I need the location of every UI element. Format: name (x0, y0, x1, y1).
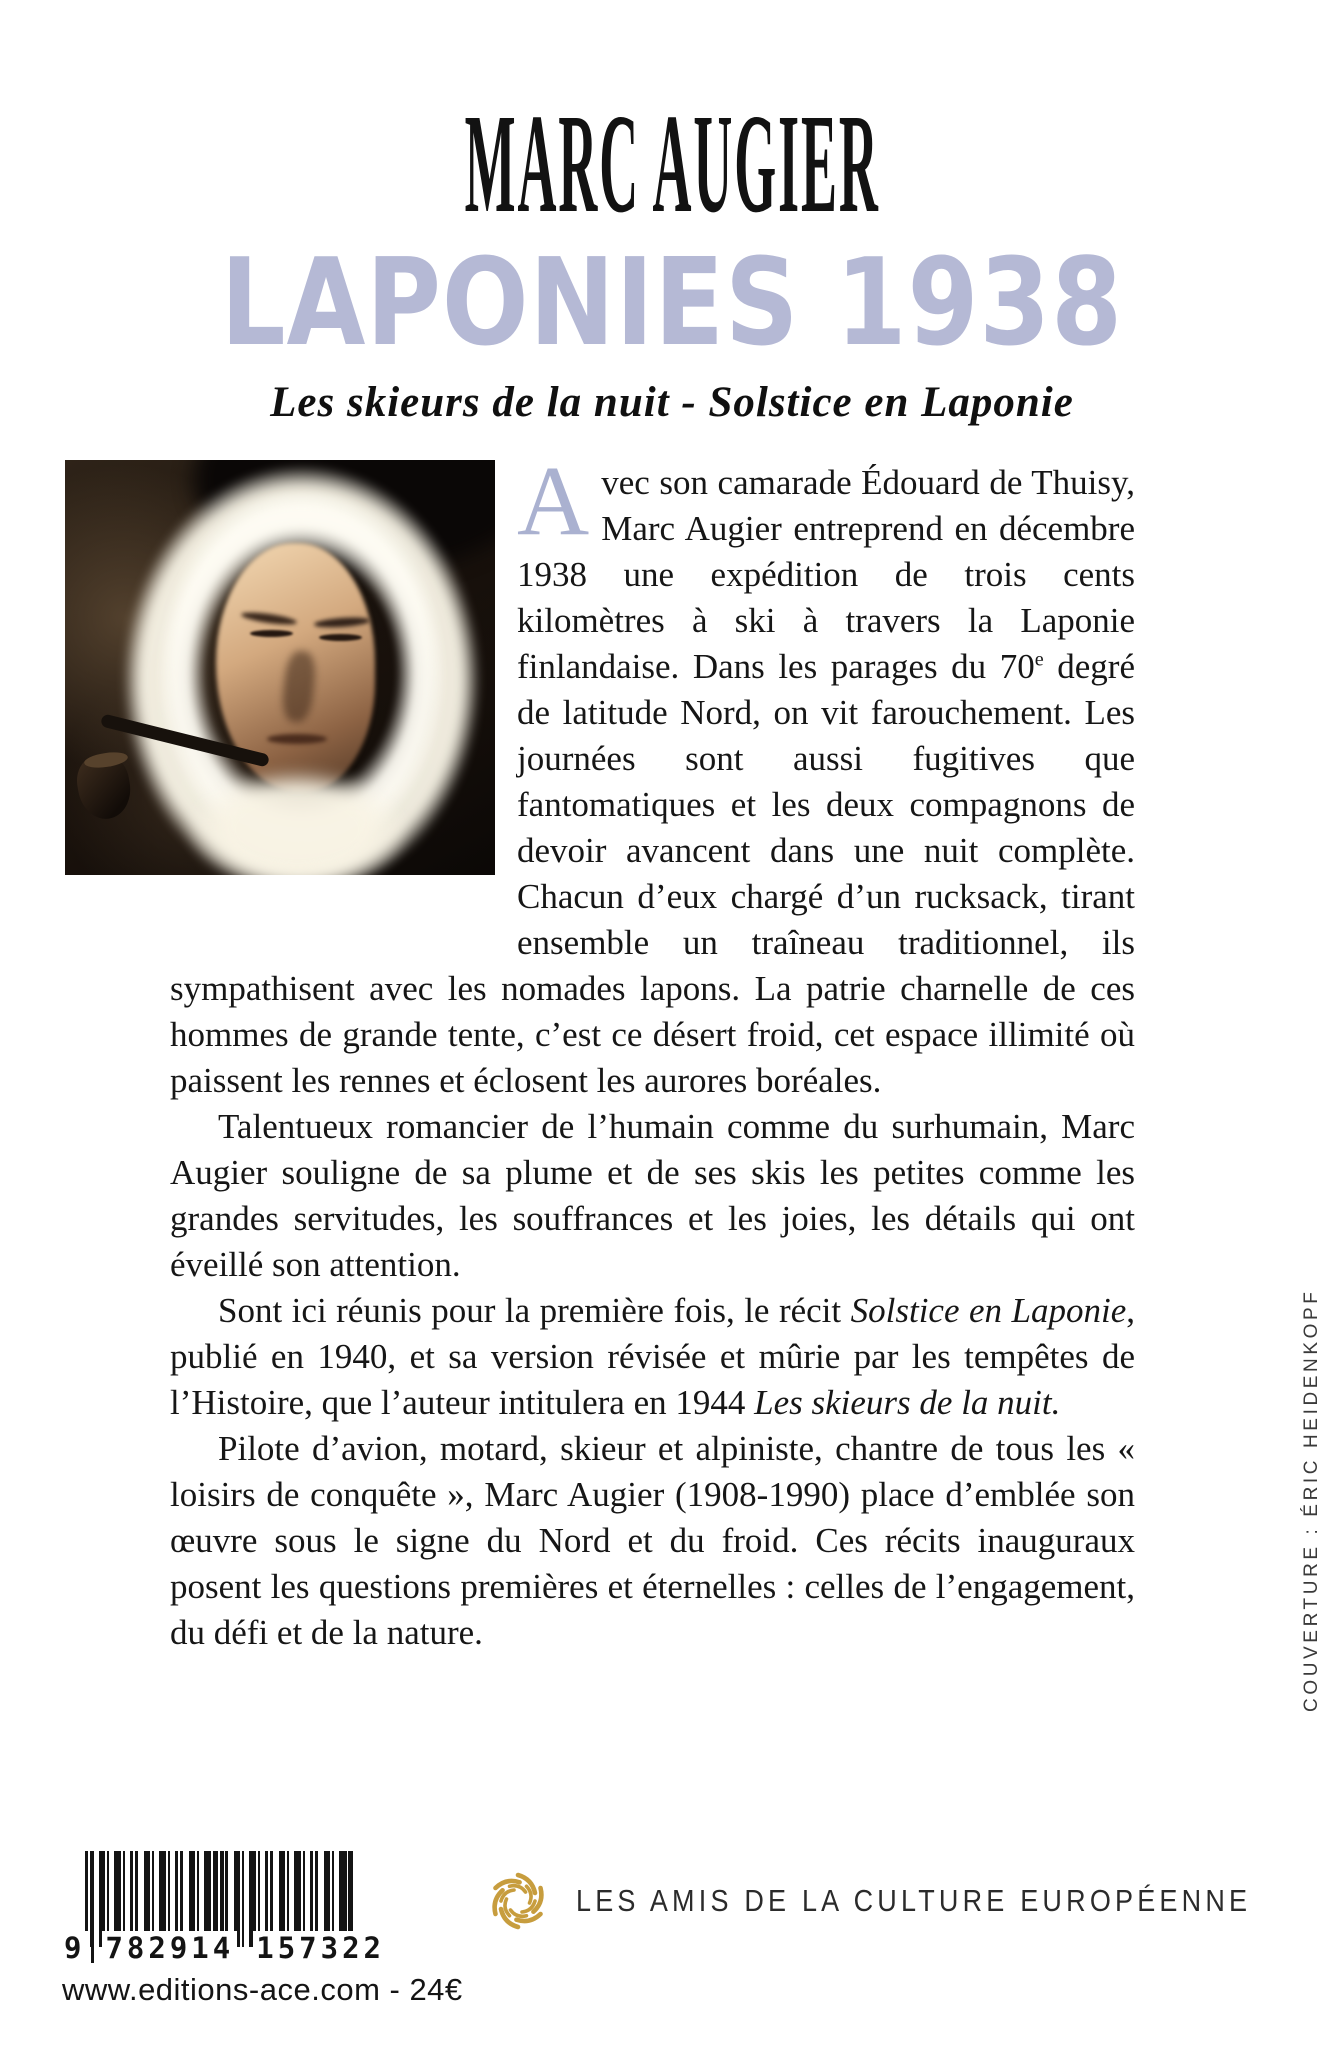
author-name (0, 84, 1344, 242)
publisher-swirl-logo (486, 1868, 550, 1934)
isbn-barcode (64, 1851, 385, 1965)
paragraph-text: vec son camarade Édouard de Thuisy, Marc Augier entreprend en décembre 1938 une expédition de trois cents kilomètres à ski à travers la Laponie finlandaise. Dans les parages du 70e degré de latitude Nord, on vit farouchement. Les journées sont aussi fugitives que fantomatiques et les deux compagnons de devoir avancent dans une nuit complète. Chacun d’eux chargé d’un rucksack, tirant ensemble un traîneau traditionnel, ils sympathisent avec les nomades lapons. La patrie charnelle de ces hommes de grande tente, c’est ce désert froid, cet espace illimité où paissent les rennes et éclosent les aurores boréales. (170, 463, 1135, 1100)
barcode-digit-group1: 782914 (102, 1931, 237, 1965)
back-cover-blurb (170, 445, 1136, 1656)
book-title (0, 234, 1344, 373)
blurb-paragraph-3: Sont ici réunis pour la première fois, le récit Solstice en Laponie, publié en 1940, et sa version révisée et mûrie par les tempêtes de l’Histoire, que l’auteur intitulera en 1944 Les skieurs de la nuit. (170, 1291, 1136, 1422)
drop-cap: A (517, 445, 590, 556)
publisher-name: LES AMIS DE LA CULTURE EUROPÉENNE (576, 1883, 1252, 1918)
author-photo (65, 460, 495, 875)
author-photo-float (65, 460, 517, 928)
photo-mouth (267, 734, 327, 744)
barcode-digit-group2: 157322 (253, 1931, 388, 1965)
barcode-digits (64, 1931, 385, 1965)
author-name-text: MARC AUGIER (464, 84, 880, 242)
blurb-paragraph-2: Talentueux romancier de l’humain comme du surhumain, Marc Augier souligne de sa plume et de ses skis les petites comme les grandes servitudes, les souffrances et les joies, les détails qui ont éveillé son attention. (170, 1107, 1135, 1284)
book-subtitle: Les skieurs de la nuit - Solstice en Laponie (270, 379, 1074, 426)
publisher-block (486, 1868, 1251, 1934)
cover-photo-credit: COUVERTURE : ÉRIC HEIDENKOPF (1301, 1288, 1322, 1712)
blurb-paragraph-4: Pilote d’avion, motard, skieur et alpiniste, chantre de tous les « loisirs de conquête », Marc Augier (1908-1990) place d’emblée son œuvre sous le signe du Nord et du froid. Ces récits inauguraux posent les questions premières et éternelles : celles de l’engagement, du défi et de la nature. (170, 1429, 1135, 1652)
publisher-website-price: www.editions-ace.com - 24€ (62, 1972, 463, 2007)
book-title-text: LAPONIES 1938 (220, 234, 1124, 373)
barcode-digit-first: 9 (61, 1931, 88, 1965)
